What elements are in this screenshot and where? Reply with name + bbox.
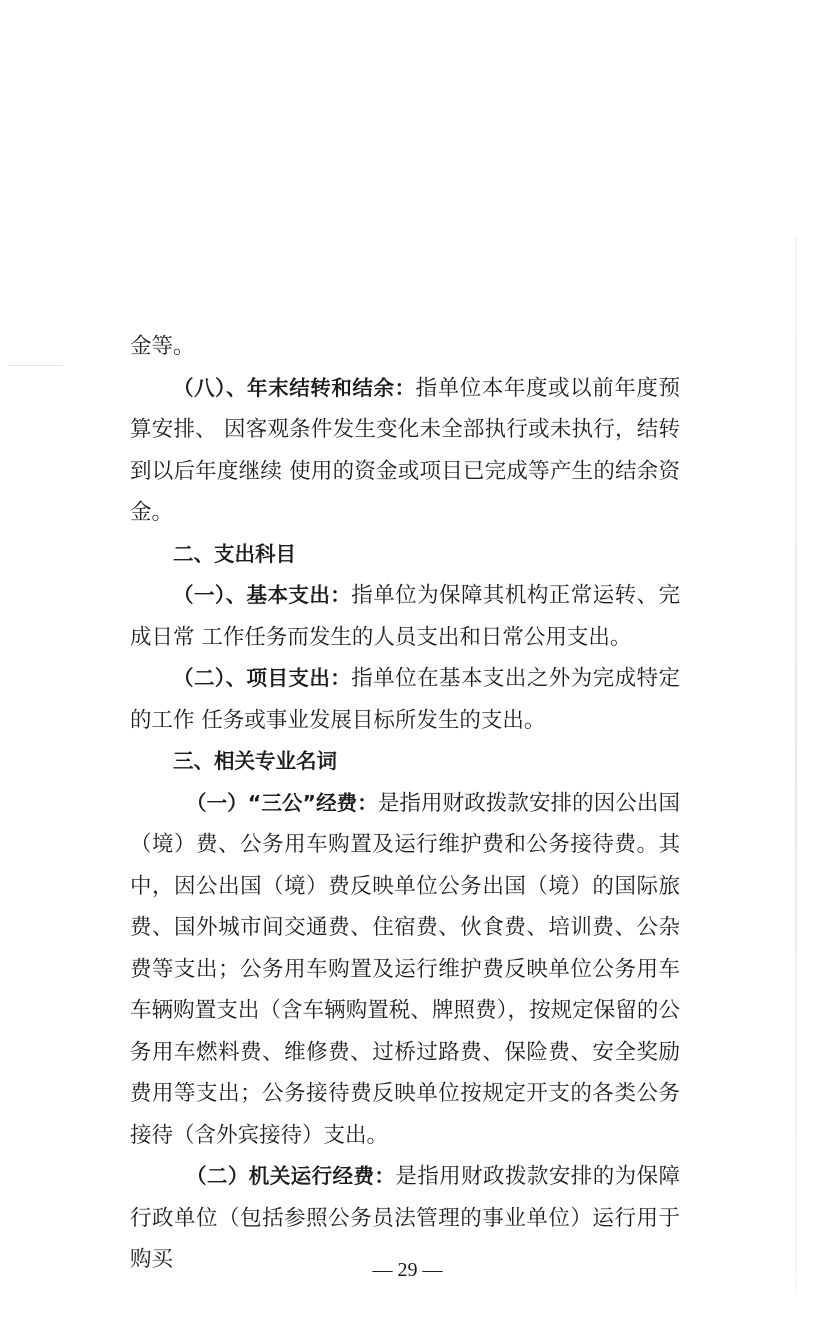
term-text: 是指用财政拨款安排的为保障行政单位（包括参照公务员法管理的事业单位）运行用于购买 — [130, 1164, 680, 1272]
term-lead: （一）、基本支出： — [173, 583, 352, 607]
paragraph-continuation: 金等。 — [130, 334, 195, 359]
term-lead: （一）“三公”经费： — [186, 790, 378, 815]
paragraph-three-public-expenses — [130, 783, 680, 1157]
term-text: 指单位在基本支出之外为完成特定的工作 任务或事业发展目标所发生的支出。 — [130, 666, 680, 733]
scan-edge — [795, 235, 797, 1295]
term-text: 是指用财政拨款安排的因公出国（境）费、公务用车购置及运行维护费和公务接待费。其中，因公出国（境）费反映单位公务出国（境）的国际旅费、国外城市间交通费、住宿费、伙食费、培训费、公杂费等支出；公务用车购置及运行维护费反映单位公务用车车辆购置支出（含车辆购置税、牌照费），按规定保留的公务用车燃料费、维修费、过桥过路费、保险费、安全奖励费用等支出；公务接待费反映单位按规定开支的各类公务接待（含外宾接待）支出。 — [130, 790, 680, 1148]
paragraph-basic-expenditure — [130, 575, 680, 658]
term-text: 指单位本年度或以前年度预算安排、 因客观条件发生变化未全部执行或未执行，结转到以后年度继续 使用的资金或项目已完成等产生的结余资金。 — [130, 375, 680, 525]
section-heading-terms: 三、相关专业名词 — [173, 749, 337, 773]
section-heading-expenditure: 二、支出科目 — [173, 541, 296, 566]
paragraph-project-expenditure — [130, 658, 680, 741]
paragraph-year-end-balance — [130, 368, 680, 534]
term-text: 指单位为保障其机构正常运转、完成日常 工作任务而发生的人员支出和日常公用支出。 — [130, 583, 680, 650]
term-lead: （二）、项目支出： — [173, 666, 352, 690]
term-lead: （八）、年末结转和结余： — [173, 375, 416, 400]
page-number: — 29 — — [372, 1259, 443, 1281]
scan-mark — [8, 365, 63, 366]
body-text — [130, 326, 680, 1281]
term-lead: （二）机关运行经费： — [186, 1164, 396, 1188]
